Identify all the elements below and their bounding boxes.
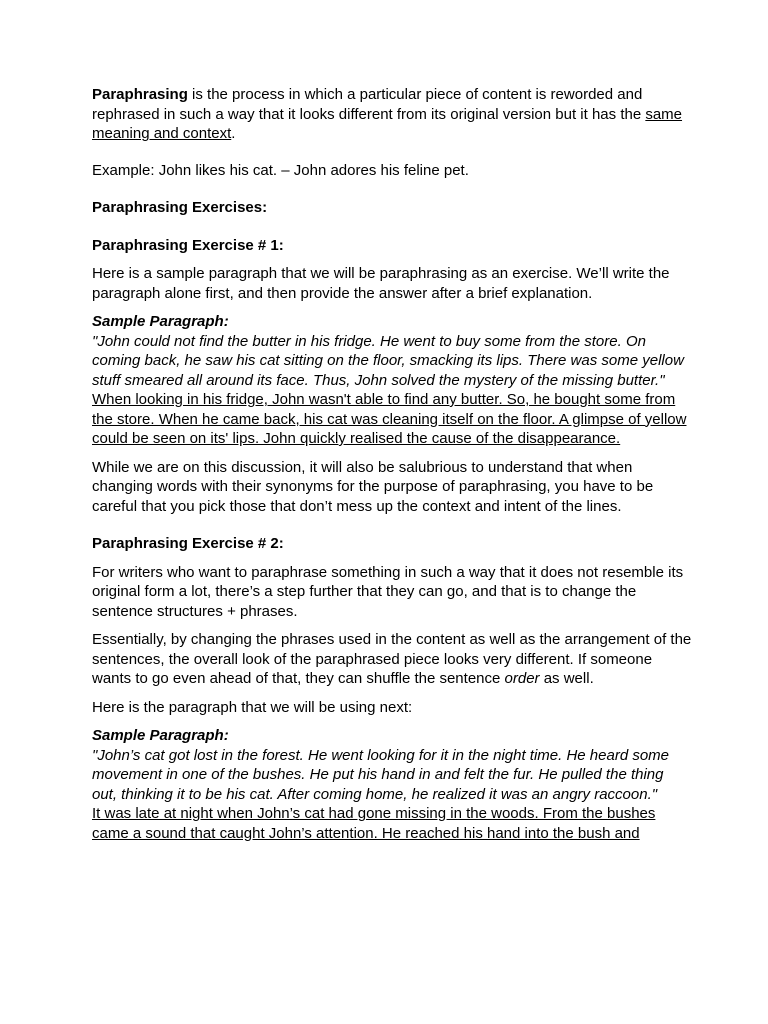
exercise2-para1: For writers who want to paraphrase something in such a way that it does not resemble its original form a lot, there’s a step further that they can go, and that is to change the sentence structures + phrases. (92, 563, 684, 620)
exercise2-para2-text: Essentially, by changing the phrases used in the content as well as the arrangement of the sentences, the overall look of the paraphrased piece looks very different. If someone wants to go even ahead of that, they can shuffle the sentence (92, 631, 692, 687)
exercise2-para2-italic: order (504, 670, 540, 687)
exercise1-heading: Paraphrasing Exercise # 1: (92, 236, 284, 254)
example-line: Example: John likes his cat. – John adores his feline pet. (92, 161, 469, 179)
intro-term: Paraphrasing (92, 86, 188, 103)
intro-underlined: same meaning and context (92, 105, 683, 142)
exercise2-heading: Paraphrasing Exercise # 2: (92, 535, 284, 552)
exercise2-para3: Here is the paragraph that we will be using next: (92, 698, 413, 716)
intro-end: . (231, 125, 236, 142)
exercise1-sample-label: Sample Paragraph: (92, 313, 229, 330)
intro-paragraph (92, 85, 692, 144)
exercise1-intro: Here is a sample paragraph that we will be paraphrasing as an exercise. We’ll write the paragraph alone first, and then provide the answer after a brief explanation. (92, 265, 670, 302)
exercise2-sample-label: Sample Paragraph: (92, 727, 229, 744)
exercise1-answer: When looking in his fridge, John wasn't able to find any butter. So, he bought some from the store. When he came back, his cat was cleaning itself on the floor. A glimpse of yellow could be seen on its' lips. John quickly realised the cause of the disappearance. (92, 391, 687, 447)
exercise1-sample: "John could not find the butter in his fridge. He went to buy some from the store. On coming back, he saw his cat sitting on the floor, smacking its lips. There was some yellow stuff smeared all around its face. Thus, John solved the mystery of the missing butter." (92, 332, 684, 389)
document-page (92, 85, 692, 843)
exercise2-sample: "John’s cat got lost in the forest. He went looking for it in the night time. He heard some movement in one of the bushes. He put his hand in and felt the fur. He pulled the thing out, thinking it to be his cat. After coming home, he realized it was an angry raccoon." (92, 746, 670, 803)
exercises-heading: Paraphrasing Exercises: (92, 199, 268, 216)
intro-text: is the process in which a particular piece of content is reworded and rephrased in such a way that it looks different from its original version but it has the (92, 86, 646, 123)
exercise2-answer: It was late at night when John’s cat had gone missing in the woods. From the bushes came a sound that caught John’s attention. He reached his hand into the bush and (92, 805, 656, 842)
exercise2-para2-end: as well. (539, 670, 594, 687)
exercise2-para2 (92, 630, 692, 689)
exercise1-note: While we are on this discussion, it will also be salubrious to understand that when changing words with their synonyms for the purpose of paraphrasing, you have to be careful that you pick those that don’t mess up the context and intent of the lines. (92, 458, 654, 515)
